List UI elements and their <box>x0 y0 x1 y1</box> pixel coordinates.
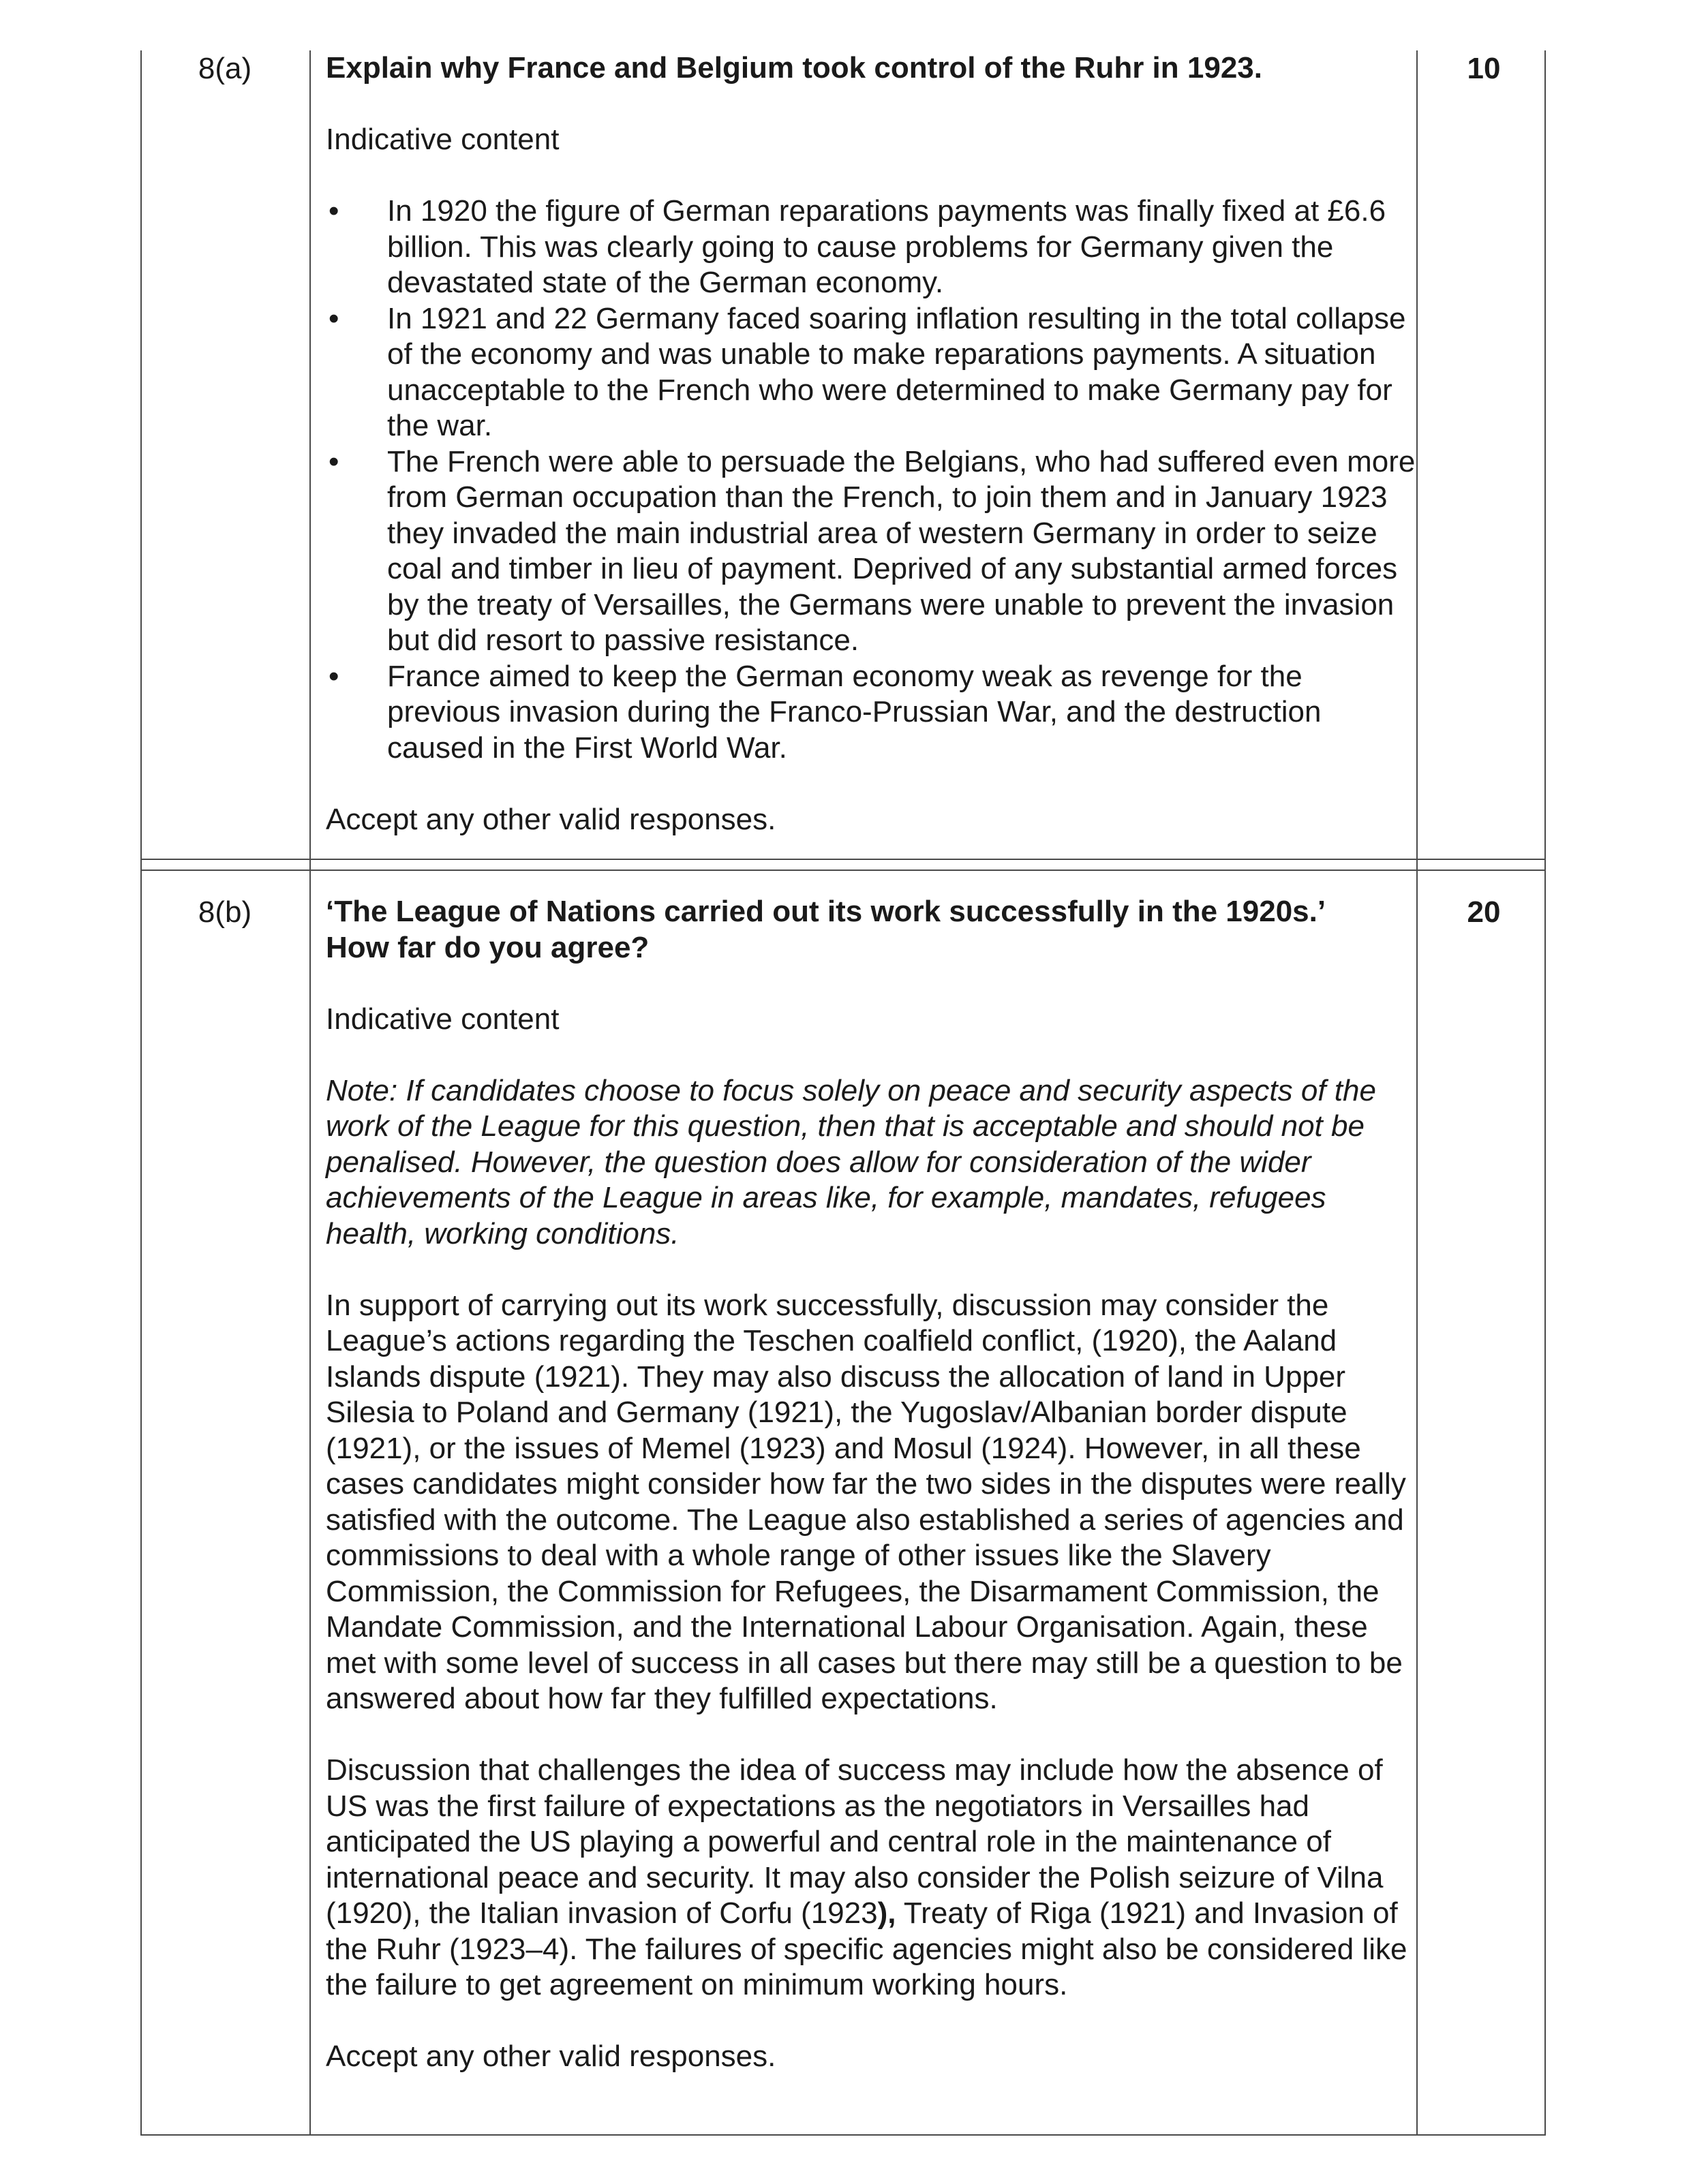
question-number-8a: 8(a) <box>198 52 252 85</box>
question-text-8a: Explain why France and Belgium took control of the Ruhr in 1923. <box>326 51 1262 84</box>
column-divider-2 <box>1416 50 1418 2136</box>
bullet-list-8a <box>326 194 1416 766</box>
row-separator-top <box>140 859 1546 860</box>
table-border-right <box>1544 50 1546 2136</box>
list-item: • France aimed to keep the German economy weak as revenge for the previous invasion during the Franco-Prussian War, and the destruction caused in the First World War. <box>329 659 1322 765</box>
closing-text-8b: Accept any other valid responses. <box>326 2040 776 2073</box>
answer-content-8b <box>326 894 1416 2075</box>
row-separator-bottom <box>140 870 1546 871</box>
table-border-bottom <box>140 2134 1546 2136</box>
question-number-8b: 8(b) <box>198 895 252 929</box>
list-item: • The French were able to persuade the Belgians, who had suffered even more from German occupation than the French, to join them and in January 1923 they invaded the main industrial area of western Germany in order to seize coal and timber in lieu of payment. Deprived of any substantial armed forces by the treaty of Versailles, the Germans were unable to prevent the invasion but did resort to passive resistance. <box>329 444 1416 657</box>
question-text-8b-line1: ‘The League of Nations carried out its work successfully in the 1920s.’ <box>326 895 1326 928</box>
answer-content-8a <box>326 50 1416 837</box>
bullet-icon: • <box>329 659 339 693</box>
list-item: • In 1921 and 22 Germany faced soaring inflation resulting in the total collapse of the economy and was unable to make reparations payments. A situation unacceptable to the French who were determined to make Germany pay for the war. <box>329 301 1406 442</box>
bullet-icon: • <box>329 301 339 335</box>
marks-8b: 20 <box>1467 895 1501 929</box>
examiner-note: Note: If candidates choose to focus solely on peace and security aspects of the work of the League for this question, then that is acceptable and should not be penalised. However, the question does allow for consideration of the wider achievements of the League in areas like, for example, mandates, refugees health, working conditions. <box>326 1073 1376 1250</box>
indicative-content-heading-8b: Indicative content <box>326 1002 560 1036</box>
indicative-content-heading-8a: Indicative content <box>326 123 560 156</box>
column-divider-1 <box>309 50 311 2136</box>
bullet-icon: • <box>329 194 339 228</box>
table-border-left <box>140 50 142 2136</box>
closing-text-8a: Accept any other valid responses. <box>326 802 776 836</box>
bullet-icon: • <box>329 444 339 478</box>
marks-8a: 10 <box>1467 52 1501 85</box>
question-text-8b-line2: How far do you agree? <box>326 930 650 964</box>
list-item: • In 1920 the figure of German reparations payments was finally fixed at £6.6 billion. This was clearly going to cause problems for Germany given the devastated state of the German economy. <box>329 194 1386 299</box>
supporting-paragraph: In support of carrying out its work successfully, discussion may consider the League’s actions regarding the Teschen coalfield conflict, (1920), the Aaland Islands dispute (1921). They may also discuss the allocation of land in Upper Silesia to Poland and Germany (1921), the Yugoslav/Albanian border dispute (1921), or the issues of Memel (1923) and Mosul (1924). However, in all these cases candidates might consider how far the two sides in the disputes were really satisfied with the outcome. The League also established a series of agencies and commissions to deal with a whole range of other issues like the Slavery Commission, the Commission for Refugees, the Disarmament Commission, the Mandate Commission, and the International Labour Organisation. Again, these met with some level of success in all cases but there may still be a question to be answered about how far they fulfilled expectations. <box>326 1288 1406 1715</box>
challenging-paragraph: Discussion that challenges the idea of success may include how the absence of US was the first failure of expectations as the negotiators in Versailles had anticipated the US playing a powerful and central role in the maintenance of international peace and security. It may also consider the Polish seizure of Vilna (1920), the Italian invasion of Corfu (1923), Treaty of Riga (1921) and Invasion of the Ruhr (1923–4). The failures of specific agencies might also be considered like the failure to get agreement on minimum working hours. <box>326 1753 1407 2001</box>
